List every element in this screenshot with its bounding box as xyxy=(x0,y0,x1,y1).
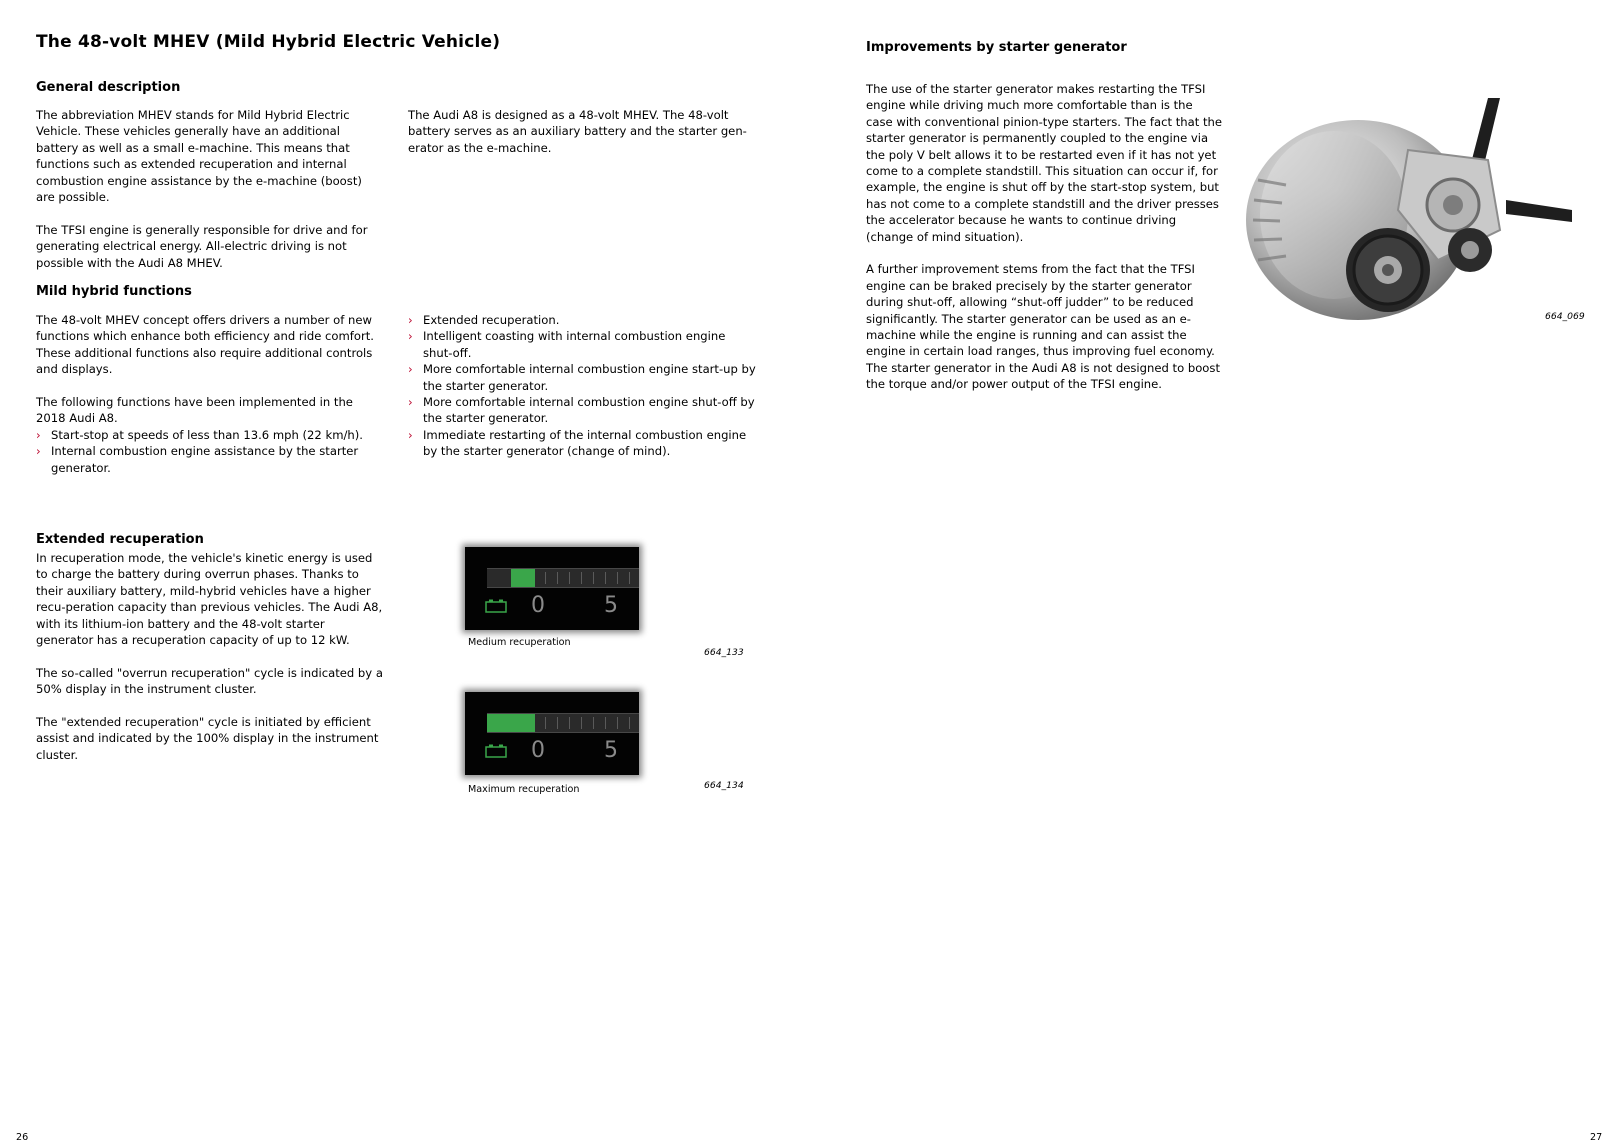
scale-digit-right: 5 xyxy=(604,738,618,763)
list-item: › More comfortable internal combustion engine shut-off by the starter generator. xyxy=(408,394,756,427)
paragraph: The TFSI engine is generally responsible for drive and for generating electrical energy. All-electric driving is not possible with the Audi A8 MHEV. xyxy=(36,222,368,270)
figure-caption-medium: Medium recuperation xyxy=(468,637,571,648)
general-description-heading: General description xyxy=(36,80,181,95)
list-item: › Intelligent coasting with internal combustion engine shut-off. xyxy=(408,328,756,361)
paragraph: The abbreviation MHEV stands for Mild Hybrid Electric Vehicle. These vehicles generally have an additional battery as well as a small e-machine. This means that functions such as extended recuperation and internal combustion engine assistance by the e-machine (boost) are possible. xyxy=(36,108,362,205)
general-description-col2 xyxy=(408,107,748,156)
bar-segment-tick xyxy=(545,717,546,729)
paragraph: The following functions have been implemented in the 2018 Audi A8. xyxy=(36,395,353,426)
bar-segment-tick xyxy=(605,717,606,729)
list-item: › Immediate restarting of the internal combustion engine by the starter generator (change of mind). xyxy=(408,427,756,460)
paragraph: The so-called "overrun recuperation" cycle is indicated by a 50% display in the instrument cluster. xyxy=(36,665,383,697)
battery-icon xyxy=(485,744,507,758)
list-item: › Internal combustion engine assistance by the starter generator. xyxy=(36,443,384,476)
extended-recuperation-heading: Extended recuperation xyxy=(36,532,204,547)
bar-segment-tick xyxy=(557,717,558,729)
paragraph: A further improvement stems from the fact that the TFSI engine can be braked precisely by the starter generator during shut-off, allowing “shut-off judder” to be reduced significantly. The starter generator can be used as an e-machine while the engine is running and can assist the engine in certain load ranges, thus improving fuel economy. The starter generator in the Audi A8 is not designed to boost the torque and/or power output of the TFSI engine. xyxy=(866,262,1220,392)
recuperation-bar xyxy=(487,568,639,588)
page-number-right: 27 xyxy=(1590,1132,1603,1143)
bar-segment-tick xyxy=(581,717,582,729)
figure-id-664-134: 664_134 xyxy=(704,780,744,791)
scale-digit-right: 5 xyxy=(604,593,618,618)
function-list xyxy=(36,427,384,476)
bar-segment-tick xyxy=(569,717,570,729)
bar-segment-tick xyxy=(545,572,546,584)
recuperation-bar-fill xyxy=(487,714,535,732)
bar-segment-tick xyxy=(617,572,618,584)
bar-segment-tick xyxy=(629,717,630,729)
paragraph: The Audi A8 is designed as a 48-volt MHEV. The 48-volt battery serves as an auxiliary battery and the starter gen-erator as the e-machine. xyxy=(408,108,747,155)
cluster-display-maximum xyxy=(465,692,639,775)
starter-generator-image xyxy=(1238,90,1572,340)
cluster-display-medium xyxy=(465,547,639,630)
bar-segment-tick xyxy=(593,572,594,584)
page-title: The 48-volt MHEV (Mild Hybrid Electric Vehicle) xyxy=(36,32,501,52)
mild-hybrid-functions-heading: Mild hybrid functions xyxy=(36,284,192,299)
paragraph: The 48-volt MHEV concept offers drivers a number of new functions which enhance both efficiency and ride comfort. These additional functions also require additional controls and displays. xyxy=(36,313,374,377)
list-item: › Start-stop at speeds of less than 13.6 mph (22 km/h). xyxy=(36,427,384,443)
general-description-col1 xyxy=(36,107,384,271)
mild-hybrid-col2 xyxy=(408,312,756,460)
bar-segment-tick xyxy=(557,572,558,584)
list-item: › More comfortable internal combustion engine start-up by the starter generator. xyxy=(408,361,756,394)
battery-icon xyxy=(485,599,507,613)
recuperation-bar-fill xyxy=(511,569,535,587)
improvements-text xyxy=(866,81,1222,393)
scale-digit-left: 0 xyxy=(531,738,545,763)
bar-segment-tick xyxy=(617,717,618,729)
figure-caption-maximum: Maximum recuperation xyxy=(468,784,580,795)
bar-segment-tick xyxy=(605,572,606,584)
paragraph: In recuperation mode, the vehicle's kinetic energy is used to charge the battery during overrun phases. Thanks to their auxiliary battery, mild-hybrid vehicles have a higher recu-peration capacity than previous vehicles. The Audi A8, with its lithium-ion battery and the 48-volt starter generator has a recuperation capacity of up to 12 kW. xyxy=(36,551,383,648)
figure-id-664-133: 664_133 xyxy=(704,647,744,658)
improvements-heading: Improvements by starter generator xyxy=(866,40,1127,55)
list-item: › Extended recuperation. xyxy=(408,312,756,328)
bar-segment-tick xyxy=(629,572,630,584)
page-number-left: 26 xyxy=(16,1132,29,1143)
recuperation-bar xyxy=(487,713,639,733)
bar-segment-tick xyxy=(581,572,582,584)
paragraph: The "extended recuperation" cycle is initiated by efficient assist and indicated by the 100% display in the instrument cluster. xyxy=(36,715,379,762)
bar-segment-tick xyxy=(593,717,594,729)
paragraph: The use of the starter generator makes restarting the TFSI engine while driving much more comfortable than is the case with conventional pinion-type starters. The fact that the starter generator is permanently coupled to the engine via the poly V belt allows it to be restarted even if it has not yet come to a complete standstill. This situation can occur if, for example, the engine is shut off by the start-stop system, but has not come to a complete standstill and the driver presses the accelerator because he wants to continue driving (change of mind situation). xyxy=(866,82,1222,244)
extended-recuperation-text xyxy=(36,550,384,763)
scale-digit-left: 0 xyxy=(531,593,545,618)
figure-id-664-069: 664_069 xyxy=(1545,311,1585,322)
function-list xyxy=(408,312,756,460)
mild-hybrid-col1 xyxy=(36,312,384,476)
bar-segment-tick xyxy=(569,572,570,584)
